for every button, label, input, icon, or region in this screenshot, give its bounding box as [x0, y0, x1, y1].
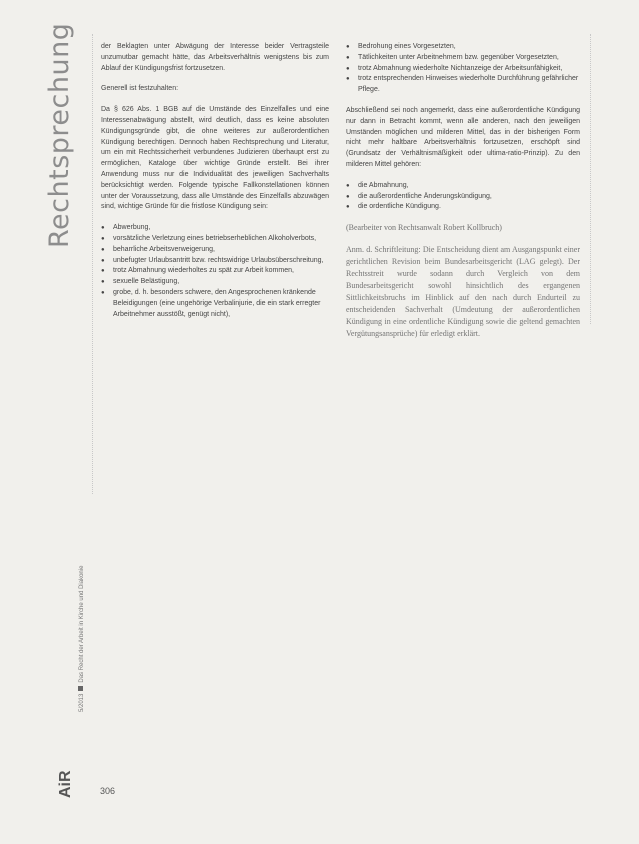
list-item: ● die ordentliche Kündigung.: [346, 202, 580, 213]
square-icon: [78, 686, 83, 691]
list-item: ● Tätlichkeiten unter Arbeitnehmern bzw. gegenüber Vorgesetzten,: [346, 53, 580, 64]
body-paragraph: Da § 626 Abs. 1 BGB auf die Umstände des Einzelfalles und eine Interessenabwägung abstellt, wird deutlich, dass es keine absoluten Kündigungsgründe gibt, die ohne weiteres zur außerordentlichen Kündigung berechtigen. Dennoch haben Rechtsprechung und Literatur, um ein mit Rechtssicherheit verbundenes Judizieren überhaupt erst zu ermöglichen, Kataloge über wichtige Gründe erstellt. Bei ihrer Anwendung muss nur die Individualität des jeweiligen Sachverhalts berücksichtigt werden. Folgende typische Fallkonstellationen können unter der Voraussetzung, dass alle Umstände des Einzelfalls abzuwägen sind, wichtige Gründe für die fristlose Kündigung sein:: [101, 106, 329, 211]
section-title: Rechtsprechung: [44, 22, 75, 248]
column-rule-right: [590, 34, 592, 324]
list-item: ● Bedrohung eines Vorgesetzten,: [346, 42, 580, 53]
list-item: ● vorsätzliche Verletzung eines betriebserheblichen Alkoholverbots,: [101, 234, 329, 245]
column-rule-left: [92, 34, 94, 494]
heading-paragraph: Generell ist festzuhalten:: [101, 85, 179, 93]
list-item: ● trotz Abmahnung wiederholte Nichtanzeige der Arbeitsunfähigkeit,: [346, 64, 580, 75]
list-item: ● Abwerbung,: [101, 223, 329, 234]
issue-label: 5/2013: [79, 693, 85, 712]
journal-logo: AiR: [57, 770, 74, 798]
grounds-list-continued: [346, 42, 580, 96]
footer-caption: [78, 566, 85, 712]
list-item: ● trotz entsprechenden Hinweises wiederholte Durchführung gefährlicher Pflege.: [346, 74, 580, 96]
list-item: ● sexuelle Belästigung,: [101, 277, 329, 288]
list-item: ● die außerordentliche Änderungskündigung,: [346, 192, 580, 203]
list-item: ● trotz Abmahnung wiederholtes zu spät zur Arbeit kommen,: [101, 266, 329, 277]
intro-paragraph: der Beklagten unter Abwägung der Interesse beider Vertragsteile unzumutbar gemacht hätte, das Arbeitsverhältnis wenigstens bis zum Ablauf der Kündigungsfrist fortzusetzen.: [101, 43, 329, 72]
right-column: [346, 42, 580, 340]
milder-means-list: [346, 181, 580, 213]
editorial-note: Anm. d. Schriftleitung: Die Entscheidung dient am Ausgangspunkt einer gerichtlichen Revision beim Bundesarbeitsgericht (LAG gelegt). Der Rechtsstreit wurde sodann durch Vergleich von dem Bundesarbeitsgericht sowohl hinsichtlich des ergangenen Sittlichkeitsbruchs im Hinblick auf den nach durch Endurteil zu entscheidenden Sachverhalt (Umdeutung der außerordentlichen Kündigung in eine ordentliche Kündigung sowie die geltend gemachten Vergütungsansprüche) für erledigt erklärt.: [346, 244, 580, 338]
list-item: ● beharrliche Arbeitsverweigerung,: [101, 245, 329, 256]
list-item: ● unbefugter Urlaubsantritt bzw. rechtswidrige Urlaubsüberschreitung,: [101, 256, 329, 267]
list-item: ● grobe, d. h. besonders schwere, den Angesprochenen kränkende Beleidigungen (eine ungehörige Verbalinjurie, die ein stark erregter Arbeitnehmer ausstößt, genügt nicht),: [101, 288, 329, 320]
list-item: ● die Abmahnung,: [346, 181, 580, 192]
conclusion-paragraph: Abschließend sei noch angemerkt, dass eine außerordentliche Kündigung nur dann in Betracht kommt, wenn alle anderen, nach den jeweiligen Umständen möglichen und milderen Mittel, das in der bisherigen Form nicht mehr haltbare Arbeitsverhältnis fortzusetzen, erschöpft sind (Grundsatz der Verhältnismäßigkeit oder ultima-ratio-Prinzip). Zu den milderen Mittel gehören:: [346, 106, 580, 168]
journal-caption: Das Recht der Arbeit in Kirche und Diakonie: [79, 565, 85, 683]
author-line: (Bearbeiter von Rechtsanwalt Robert Kollbruch): [346, 223, 502, 233]
left-column: [101, 42, 329, 320]
page-number: 306: [100, 786, 116, 796]
grounds-list: [101, 223, 329, 320]
